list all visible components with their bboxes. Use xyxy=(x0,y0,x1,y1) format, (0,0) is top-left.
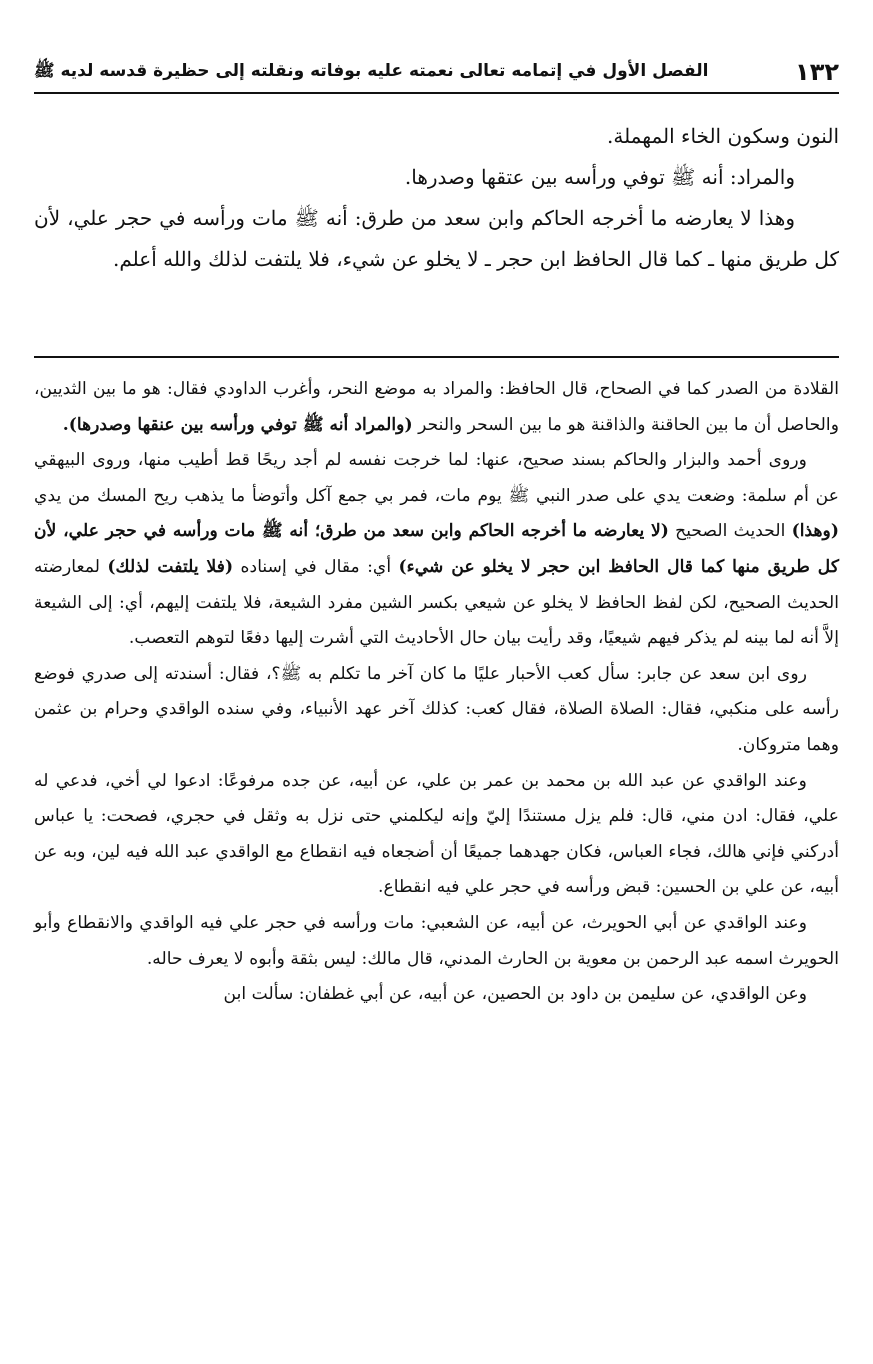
commentary-paragraph xyxy=(34,443,839,657)
commentary-text-run: وروى أحمد والبزار والحاكم بسند صحيح، عنها: لما خرجت نفسه لم أجد ريحًا قط أطيب منها، وروى البيهقي عن أم سلمة: وضعت يدي على صدر النبي ﷺ يوم مات، فمر بي جمع آكل وأتوضأ ما يذهب ريح المسك من يدي xyxy=(34,450,839,506)
commentary-paragraph: وعن الواقدي، عن سليمن بن داود بن الحصين، عن أبيه، عن أبي غطفان: سألت ابن xyxy=(223,984,807,1005)
quoted-matn: (فلا يلتفت لذلك) xyxy=(107,556,234,577)
separator-rule xyxy=(34,356,839,358)
commentary-text-run: لمعارضته الحديث الصحيح، لكن لفظ الحافظ لا يخلو عن شيعي بكسر الشين مفرد الشيعة، فلا يلتفت إليهم، أي: إلى الشيعة إلاَّ أنه لما بينه لم يذكر فيهم شيعيًا، وقد رأيت بيان حال الأحاديث التي أشرت إليها دفعًا لتوهم التعصب. xyxy=(34,556,839,649)
commentary-text xyxy=(34,372,839,1013)
main-text xyxy=(34,116,839,280)
commentary-paragraph: وعند الواقدي عن عبد الله بن محمد بن عمر بن علي، عن أبيه، عن جده مرفوعًا: ادعوا لي أخي، فدعي له علي، فقال: ادن مني، قال: فلم يزل مستندًا إليّ وإنه ليكلمني حتى نزل به وثقل في حجري، فصحت: يا عباس أدركني فإني هالك، فجاء العباس، فكان جهدهما جميعًا أن أضجعاه فيه انقطاع مع الواقدي عبد الله فيه لين، وبه عن أبيه، عن علي بن الحسين: قبض ورأسه في حجر علي فيه انقطاع. xyxy=(34,770,839,898)
commentary-paragraph: وعند الواقدي عن أبي الحويرث، عن أبيه، عن الشعبي: مات ورأسه في حجر علي فيه الواقدي والانقطاع وأبو الحويرث اسمه عبد الرحمن بن معوية بن الحارث المدني، قال مالك: ليس بثقة وأبوه لا يعرف حاله. xyxy=(34,912,839,969)
main-paragraph: وهذا لا يعارضه ما أخرجه الحاكم وابن سعد من طرق: أنه ﷺ مات ورأسه في حجر علي، لأن كل طريق منها ـ كما قال الحافظ ابن حجر ـ لا يخلو عن شيء، فلا يلتفت لذلك والله أعلم. xyxy=(34,206,839,271)
commentary-text-run: الحديث الصحيح xyxy=(668,521,792,542)
quoted-matn: (والمراد أنه ﷺ توفي ورأسه بين عنقها وصدرها). xyxy=(62,414,413,435)
chapter-title: الفصل الأول في إتمامه تعالى نعمته عليه بوفاته ونقلته إلى حظيرة قدسه لديه ﷺ xyxy=(34,60,709,81)
main-paragraph: النون وسكون الخاء المهملة. xyxy=(606,124,839,148)
main-paragraph: والمراد: أنه ﷺ توفي ورأسه بين عتقها وصدرها. xyxy=(404,165,795,189)
page-number: ١٣٢ xyxy=(795,58,839,86)
commentary-paragraph: روى ابن سعد عن جابر: سأل كعب الأحبار عليًا ما كان آخر ما تكلم به ﷺ؟، فقال: أسندته إلى صدري فوضع رأسه على منكبي، فقال: الصلاة الصلاة، فقال كعب: كذلك آخر عهد الأنبياء، وفي سنده الواقدي وحرام بن عثمن وهما متروكان. xyxy=(34,663,839,755)
quoted-matn: (لا يعارضه ما أخرجه الحاكم وابن سعد من طرق؛ أنه ﷺ مات ورأسه في حجر علي، لأن كل طريق منها كما قال الحافظ ابن حجر لا يخلو عن شيء) xyxy=(34,521,840,577)
commentary-text-run: أي: مقال في إسناده xyxy=(233,556,399,577)
running-header xyxy=(34,52,839,94)
commentary-paragraph xyxy=(34,372,839,443)
quoted-matn: (وهذا) xyxy=(791,521,839,542)
commentary-text-run: القلادة من الصدر كما في الصحاح، قال الحافظ: والمراد به موضع النحر، وأغرب الداودي فقال: هو ما بين الثديين، والحاصل أن ما بين الحاقنة والذاقنة هو ما بين السحر والنحر xyxy=(34,379,839,435)
